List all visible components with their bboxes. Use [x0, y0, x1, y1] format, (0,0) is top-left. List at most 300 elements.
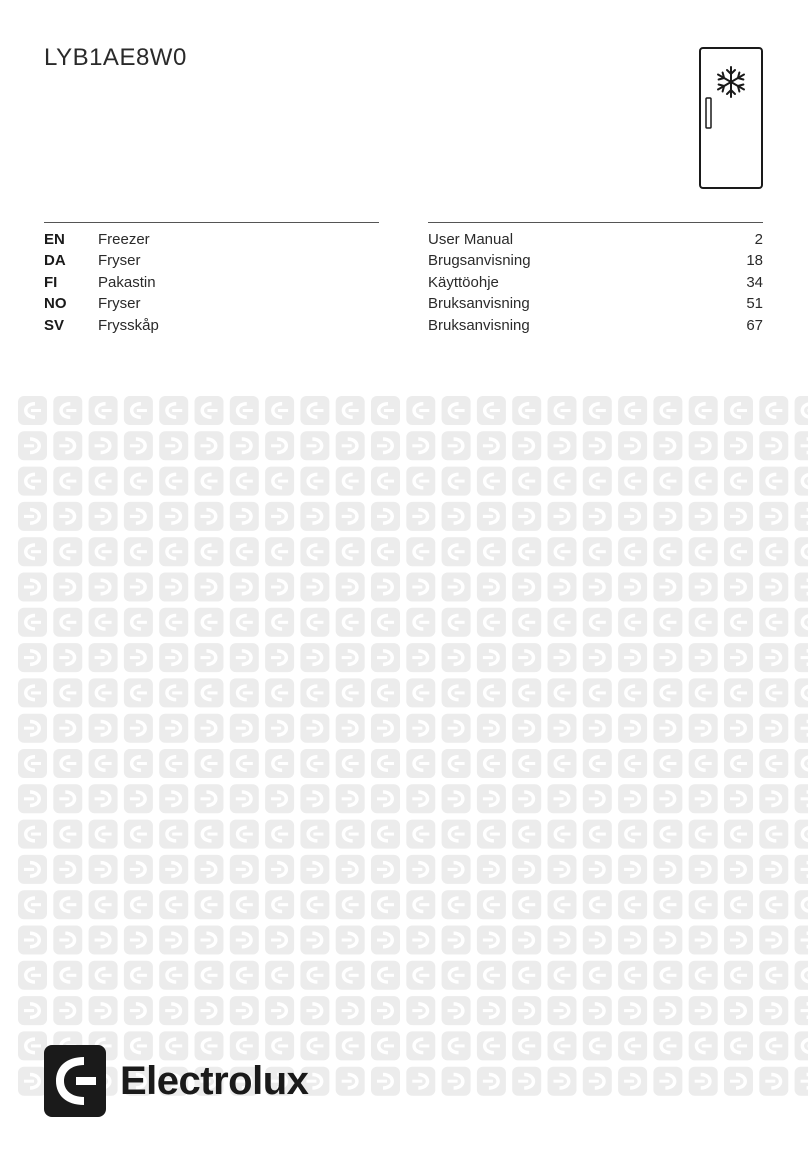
pattern-logo-tile	[653, 502, 682, 531]
pattern-logo-tile	[512, 996, 541, 1025]
pattern-logo-tile	[759, 1031, 788, 1060]
pattern-logo-tile	[406, 643, 435, 672]
pattern-logo-tile	[795, 784, 808, 813]
pattern-logo-tile	[653, 714, 682, 743]
pattern-logo-tile	[689, 502, 718, 531]
pattern-logo-tile	[18, 1067, 47, 1096]
pattern-logo-tile	[336, 820, 365, 849]
pattern-logo-tile	[89, 926, 118, 955]
pattern-logo-tile	[548, 961, 577, 990]
pattern-logo-tile	[336, 537, 365, 566]
pattern-logo-tile	[124, 396, 153, 425]
pattern-logo-tile	[371, 1031, 400, 1060]
document-title: Käyttöohje	[428, 273, 499, 291]
pattern-logo-tile	[300, 855, 329, 884]
pattern-logo-tile	[195, 431, 224, 460]
pattern-logo-tile	[265, 820, 294, 849]
pattern-logo-tile	[371, 926, 400, 955]
pattern-logo-tile	[512, 749, 541, 778]
pattern-logo-tile	[795, 608, 808, 637]
pattern-logo-tile	[512, 537, 541, 566]
pattern-logo-tile	[230, 467, 259, 496]
pattern-logo-tile	[689, 1031, 718, 1060]
pattern-logo-tile	[53, 643, 82, 672]
pattern-logo-tile	[618, 1067, 647, 1096]
pattern-logo-tile	[159, 678, 188, 707]
pattern-logo-tile	[477, 1067, 506, 1096]
pattern-logo-tile	[159, 820, 188, 849]
pattern-logo-tile	[689, 926, 718, 955]
pattern-logo-tile	[406, 890, 435, 919]
pattern-logo-tile	[689, 1067, 718, 1096]
pattern-logo-tile	[159, 890, 188, 919]
pattern-logo-tile	[371, 855, 400, 884]
document-title: User Manual	[428, 231, 514, 248]
pattern-logo-tile	[724, 643, 753, 672]
pattern-logo-tile	[653, 431, 682, 460]
pattern-logo-tile	[653, 996, 682, 1025]
pattern-logo-tile	[442, 467, 471, 496]
pattern-logo-tile	[406, 714, 435, 743]
pattern-logo-tile	[689, 643, 718, 672]
pattern-logo-tile	[689, 537, 718, 566]
pattern-logo-tile	[406, 537, 435, 566]
pattern-logo-tile	[618, 996, 647, 1025]
pattern-logo-tile	[759, 537, 788, 566]
pattern-logo-tile	[18, 855, 47, 884]
pattern-logo-tile	[512, 431, 541, 460]
pattern-logo-tile	[759, 855, 788, 884]
pattern-logo-tile	[18, 749, 47, 778]
pattern-logo-tile	[653, 608, 682, 637]
pattern-logo-tile	[53, 855, 82, 884]
page-number: 67	[746, 316, 763, 334]
pattern-logo-tile	[653, 396, 682, 425]
pattern-logo-tile	[724, 926, 753, 955]
pattern-logo-tile	[477, 961, 506, 990]
pattern-logo-tile	[195, 467, 224, 496]
pattern-logo-tile	[124, 784, 153, 813]
pattern-logo-tile	[300, 996, 329, 1025]
pattern-logo-tile	[159, 784, 188, 813]
freezer-snowflake-icon	[698, 46, 764, 190]
pattern-logo-tile	[18, 714, 47, 743]
pattern-logo-tile	[89, 643, 118, 672]
pattern-logo-tile	[195, 784, 224, 813]
pattern-logo-tile	[18, 431, 47, 460]
pattern-logo-tile	[89, 749, 118, 778]
pattern-logo-tile	[442, 996, 471, 1025]
pattern-logo-tile	[442, 643, 471, 672]
language-code: DA	[44, 252, 66, 270]
pattern-logo-tile	[53, 784, 82, 813]
pattern-logo-tile	[618, 749, 647, 778]
pattern-logo-tile	[795, 573, 808, 602]
pattern-logo-tile	[300, 926, 329, 955]
pattern-logo-tile	[159, 537, 188, 566]
pattern-logo-tile	[406, 1067, 435, 1096]
pattern-logo-tile	[548, 608, 577, 637]
pattern-logo-tile	[477, 502, 506, 531]
pattern-logo-tile	[583, 749, 612, 778]
pattern-logo-tile	[724, 396, 753, 425]
pattern-logo-tile	[18, 678, 47, 707]
pattern-logo-tile	[230, 431, 259, 460]
pattern-logo-tile	[795, 926, 808, 955]
pattern-logo-tile	[406, 431, 435, 460]
pattern-logo-tile	[336, 467, 365, 496]
pattern-logo-tile	[442, 926, 471, 955]
pattern-logo-tile	[689, 996, 718, 1025]
pattern-logo-tile	[18, 396, 47, 425]
pattern-logo-tile	[795, 537, 808, 566]
pattern-logo-tile	[336, 961, 365, 990]
pattern-logo-tile	[618, 855, 647, 884]
pattern-logo-tile	[795, 996, 808, 1025]
pattern-logo-tile	[265, 396, 294, 425]
pattern-logo-tile	[230, 820, 259, 849]
pattern-logo-tile	[406, 996, 435, 1025]
pattern-logo-tile	[442, 1067, 471, 1096]
pattern-logo-tile	[336, 678, 365, 707]
pattern-logo-tile	[53, 926, 82, 955]
pattern-logo-tile	[300, 714, 329, 743]
pattern-logo-tile	[477, 1031, 506, 1060]
pattern-logo-tile	[724, 502, 753, 531]
pattern-logo-tile	[406, 961, 435, 990]
pattern-logo-tile	[336, 643, 365, 672]
pattern-logo-tile	[583, 467, 612, 496]
language-row-no	[44, 293, 764, 314]
pattern-logo-tile	[548, 431, 577, 460]
pattern-logo-tile	[724, 537, 753, 566]
divider-left	[44, 222, 379, 223]
pattern-logo-tile	[724, 1031, 753, 1060]
pattern-logo-tile	[442, 537, 471, 566]
pattern-logo-tile	[159, 431, 188, 460]
pattern-logo-tile	[18, 996, 47, 1025]
pattern-logo-tile	[300, 396, 329, 425]
pattern-logo-tile	[653, 890, 682, 919]
pattern-logo-tile	[406, 926, 435, 955]
pattern-logo-tile	[548, 749, 577, 778]
pattern-logo-tile	[53, 573, 82, 602]
pattern-logo-tile	[195, 608, 224, 637]
pattern-logo-tile	[653, 926, 682, 955]
pattern-logo-tile	[477, 608, 506, 637]
pattern-logo-tile	[442, 678, 471, 707]
pattern-logo-tile	[795, 502, 808, 531]
pattern-logo-tile	[195, 678, 224, 707]
pattern-logo-tile	[300, 537, 329, 566]
pattern-logo-tile	[618, 537, 647, 566]
pattern-logo-tile	[512, 855, 541, 884]
pattern-logo-tile	[512, 714, 541, 743]
pattern-logo-tile	[265, 890, 294, 919]
pattern-logo-tile	[230, 749, 259, 778]
pattern-logo-tile	[512, 502, 541, 531]
pattern-logo-tile	[265, 926, 294, 955]
pattern-logo-tile	[618, 431, 647, 460]
pattern-logo-tile	[795, 749, 808, 778]
pattern-logo-tile	[265, 608, 294, 637]
pattern-logo-tile	[195, 996, 224, 1025]
pattern-logo-tile	[442, 502, 471, 531]
pattern-logo-tile	[583, 855, 612, 884]
pattern-logo-tile	[230, 608, 259, 637]
pattern-logo-tile	[336, 996, 365, 1025]
pattern-logo-tile	[371, 961, 400, 990]
pattern-logo-tile	[689, 431, 718, 460]
pattern-logo-tile	[689, 855, 718, 884]
pattern-logo-tile	[89, 855, 118, 884]
electrolux-logo-icon	[44, 1045, 106, 1117]
pattern-logo-tile	[300, 749, 329, 778]
pattern-logo-tile	[795, 643, 808, 672]
pattern-logo-tile	[124, 714, 153, 743]
pattern-logo-tile	[759, 608, 788, 637]
pattern-logo-tile	[89, 396, 118, 425]
pattern-logo-tile	[618, 467, 647, 496]
pattern-logo-tile	[689, 467, 718, 496]
pattern-logo-tile	[124, 996, 153, 1025]
pattern-logo-tile	[230, 643, 259, 672]
pattern-logo-tile	[265, 431, 294, 460]
language-index	[44, 229, 764, 336]
pattern-logo-tile	[371, 678, 400, 707]
page-number: 51	[746, 295, 763, 313]
pattern-logo-tile	[336, 396, 365, 425]
pattern-logo-tile	[230, 396, 259, 425]
pattern-logo-tile	[336, 784, 365, 813]
pattern-logo-tile	[795, 1067, 808, 1096]
pattern-logo-tile	[53, 820, 82, 849]
pattern-logo-tile	[618, 784, 647, 813]
language-code: FI	[44, 273, 58, 291]
pattern-logo-tile	[406, 749, 435, 778]
pattern-logo-tile	[795, 820, 808, 849]
pattern-logo-tile	[371, 502, 400, 531]
pattern-logo-tile	[759, 820, 788, 849]
pattern-logo-tile	[618, 573, 647, 602]
product-name: Frysskåp	[98, 316, 159, 334]
pattern-logo-tile	[583, 961, 612, 990]
pattern-logo-tile	[230, 573, 259, 602]
pattern-logo-tile	[618, 926, 647, 955]
pattern-logo-tile	[195, 643, 224, 672]
pattern-logo-tile	[18, 608, 47, 637]
pattern-logo-tile	[300, 961, 329, 990]
pattern-logo-tile	[159, 714, 188, 743]
pattern-logo-tile	[124, 537, 153, 566]
pattern-logo-tile	[159, 573, 188, 602]
pattern-logo-tile	[230, 855, 259, 884]
pattern-logo-tile	[230, 961, 259, 990]
pattern-logo-tile	[512, 396, 541, 425]
pattern-logo-tile	[795, 714, 808, 743]
pattern-logo-tile	[406, 396, 435, 425]
pattern-logo-tile	[371, 1067, 400, 1096]
pattern-logo-tile	[759, 1067, 788, 1096]
pattern-logo-tile	[724, 749, 753, 778]
pattern-logo-tile	[653, 537, 682, 566]
pattern-logo-tile	[124, 749, 153, 778]
pattern-logo-tile	[442, 749, 471, 778]
language-code: EN	[44, 231, 65, 248]
pattern-logo-tile	[442, 714, 471, 743]
pattern-logo-tile	[371, 431, 400, 460]
pattern-logo-tile	[548, 678, 577, 707]
pattern-logo-tile	[53, 396, 82, 425]
pattern-logo-tile	[653, 1031, 682, 1060]
pattern-logo-tile	[124, 467, 153, 496]
pattern-logo-tile	[159, 961, 188, 990]
pattern-logo-tile	[759, 573, 788, 602]
pattern-logo-tile	[265, 573, 294, 602]
pattern-logo-tile	[336, 890, 365, 919]
pattern-logo-tile	[124, 608, 153, 637]
pattern-logo-tile	[653, 784, 682, 813]
pattern-logo-tile	[406, 1031, 435, 1060]
pattern-logo-tile	[724, 961, 753, 990]
pattern-logo-tile	[442, 573, 471, 602]
pattern-logo-tile	[336, 431, 365, 460]
pattern-logo-tile	[548, 643, 577, 672]
pattern-logo-tile	[18, 1031, 47, 1060]
pattern-logo-tile	[583, 926, 612, 955]
pattern-logo-tile	[159, 608, 188, 637]
language-row-sv	[44, 315, 764, 336]
pattern-logo-tile	[230, 890, 259, 919]
pattern-logo-tile	[336, 714, 365, 743]
pattern-logo-tile	[89, 573, 118, 602]
pattern-logo-tile	[583, 573, 612, 602]
pattern-logo-tile	[618, 1031, 647, 1060]
pattern-logo-tile	[300, 573, 329, 602]
pattern-logo-tile	[653, 467, 682, 496]
pattern-logo-tile	[371, 608, 400, 637]
pattern-logo-tile	[89, 467, 118, 496]
pattern-logo-tile	[89, 784, 118, 813]
pattern-logo-tile	[230, 678, 259, 707]
pattern-logo-tile	[512, 1031, 541, 1060]
pattern-logo-tile	[618, 961, 647, 990]
pattern-logo-tile	[477, 749, 506, 778]
pattern-logo-tile	[583, 537, 612, 566]
pattern-logo-tile	[759, 749, 788, 778]
pattern-logo-tile	[195, 926, 224, 955]
pattern-logo-tile	[371, 643, 400, 672]
pattern-logo-tile	[512, 961, 541, 990]
pattern-logo-tile	[406, 608, 435, 637]
product-name: Pakastin	[98, 273, 156, 291]
pattern-logo-tile	[159, 396, 188, 425]
pattern-logo-tile	[548, 820, 577, 849]
pattern-logo-tile	[477, 537, 506, 566]
pattern-logo-tile	[583, 996, 612, 1025]
pattern-logo-tile	[477, 396, 506, 425]
pattern-logo-tile	[18, 890, 47, 919]
pattern-logo-tile	[583, 1067, 612, 1096]
pattern-logo-tile	[795, 678, 808, 707]
pattern-logo-tile	[336, 926, 365, 955]
pattern-logo-tile	[512, 467, 541, 496]
pattern-logo-tile	[195, 749, 224, 778]
pattern-logo-tile	[477, 467, 506, 496]
pattern-logo-tile	[300, 890, 329, 919]
pattern-logo-tile	[477, 855, 506, 884]
pattern-logo-tile	[18, 784, 47, 813]
pattern-logo-tile	[653, 573, 682, 602]
pattern-logo-tile	[442, 608, 471, 637]
pattern-logo-tile	[18, 573, 47, 602]
document-title: Bruksanvisning	[428, 316, 530, 334]
pattern-logo-tile	[89, 678, 118, 707]
pattern-logo-tile	[618, 502, 647, 531]
pattern-logo-tile	[406, 502, 435, 531]
pattern-logo-tile	[689, 396, 718, 425]
pattern-logo-tile	[724, 996, 753, 1025]
pattern-logo-tile	[265, 502, 294, 531]
pattern-logo-tile	[512, 784, 541, 813]
pattern-logo-tile	[759, 467, 788, 496]
pattern-logo-tile	[477, 678, 506, 707]
pattern-logo-tile	[477, 820, 506, 849]
pattern-logo-tile	[442, 396, 471, 425]
pattern-logo-tile	[159, 926, 188, 955]
pattern-logo-tile	[442, 431, 471, 460]
pattern-logo-tile	[512, 926, 541, 955]
pattern-logo-tile	[618, 890, 647, 919]
pattern-logo-tile	[548, 926, 577, 955]
pattern-logo-tile	[53, 961, 82, 990]
pattern-logo-tile	[689, 608, 718, 637]
pattern-logo-tile	[583, 890, 612, 919]
page-number: 2	[754, 231, 763, 248]
pattern-logo-tile	[300, 643, 329, 672]
pattern-logo-tile	[583, 431, 612, 460]
pattern-logo-tile	[548, 1067, 577, 1096]
pattern-logo-tile	[689, 820, 718, 849]
pattern-logo-tile	[548, 714, 577, 743]
pattern-logo-tile	[336, 573, 365, 602]
pattern-logo-tile	[406, 784, 435, 813]
pattern-logo-tile	[265, 749, 294, 778]
pattern-logo-tile	[230, 996, 259, 1025]
pattern-logo-tile	[724, 890, 753, 919]
pattern-logo-tile	[265, 643, 294, 672]
pattern-logo-tile	[300, 678, 329, 707]
pattern-logo-tile	[512, 820, 541, 849]
product-name: Freezer	[98, 231, 150, 248]
pattern-logo-tile	[759, 714, 788, 743]
pattern-logo-tile	[124, 961, 153, 990]
pattern-logo-tile	[230, 926, 259, 955]
pattern-logo-tile	[548, 467, 577, 496]
pattern-logo-tile	[689, 749, 718, 778]
pattern-logo-tile	[689, 678, 718, 707]
pattern-logo-tile	[371, 396, 400, 425]
page-number: 18	[746, 252, 763, 270]
pattern-logo-tile	[795, 396, 808, 425]
pattern-logo-tile	[548, 396, 577, 425]
pattern-logo-tile	[124, 820, 153, 849]
pattern-logo-tile	[583, 643, 612, 672]
pattern-logo-tile	[300, 608, 329, 637]
pattern-logo-tile	[230, 784, 259, 813]
pattern-logo-tile	[512, 643, 541, 672]
product-name: Fryser	[98, 252, 141, 270]
